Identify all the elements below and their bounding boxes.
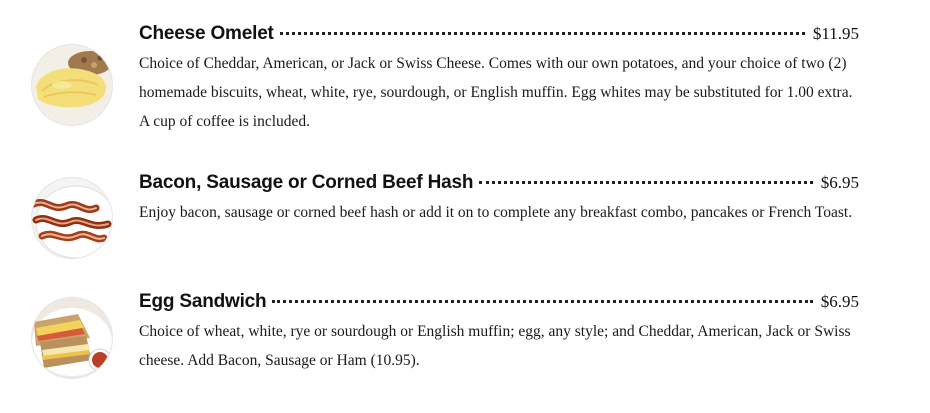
cheese-omelet-title-row	[139, 23, 859, 49]
menu-item-egg-sandwich	[0, 291, 930, 381]
egg-sandwich-title-row	[139, 291, 859, 317]
dotted-leader	[280, 32, 805, 35]
item-description: Enjoy bacon, sausage or corned beef hash or add it on to complete any breakfast combo, pancakes or French Toast.	[139, 204, 853, 221]
item-price: $11.95	[812, 24, 859, 43]
bacon-title-row	[139, 172, 859, 198]
item-title: Egg Sandwich	[139, 291, 267, 312]
menu-item-cheese-omelet	[0, 23, 930, 133]
item-description: Choice of wheat, white, rye or sourdough or English muffin; egg, any style; and Cheddar, American, Jack or Swiss cheese. Add Bacon, Sausage or Ham (10.95).	[139, 323, 851, 369]
bacon-photo	[32, 178, 112, 258]
dotted-leader	[479, 181, 813, 184]
egg-sandwich-photo	[32, 298, 112, 378]
dotted-leader	[272, 300, 812, 303]
item-price: $6.95	[820, 173, 859, 192]
item-price: $6.95	[820, 292, 859, 311]
menu-item-bacon-sausage-hash	[0, 172, 930, 262]
item-description: Choice of Cheddar, American, or Jack or Swiss Cheese. Comes with our own potatoes, and your choice of two (2) homemade biscuits, wheat, white, rye, sourdough, or English muffin. Egg whites may be substituted for 1.00 extra. A cup of coffee is included.	[139, 55, 853, 130]
cheese-omelet-photo	[32, 45, 112, 125]
item-title: Bacon, Sausage or Corned Beef Hash	[139, 172, 474, 193]
item-title: Cheese Omelet	[139, 23, 274, 44]
